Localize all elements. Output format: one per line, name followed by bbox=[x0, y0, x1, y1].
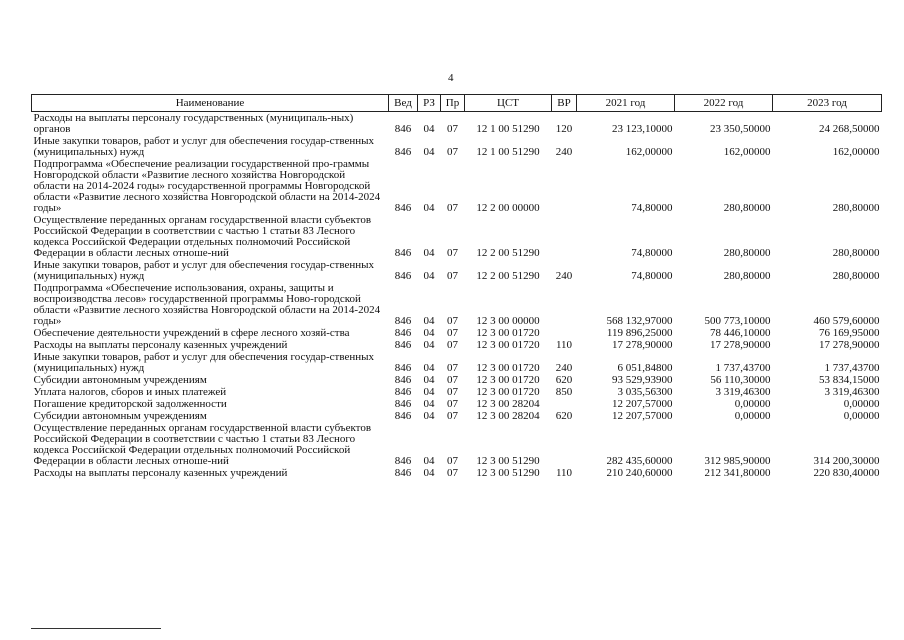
row-ved: 846 bbox=[394, 455, 412, 467]
row-cst: 12 2 00 51290 bbox=[476, 270, 540, 282]
row-value-2022: 1 737,43700 bbox=[715, 362, 771, 374]
row-rz: 04 bbox=[423, 123, 435, 135]
header-cst: ЦСТ bbox=[465, 95, 552, 112]
table-row bbox=[32, 410, 882, 422]
row-vr bbox=[552, 327, 577, 339]
row-ved: 846 bbox=[394, 398, 412, 410]
row-vr: 620 bbox=[555, 374, 573, 386]
row-ved: 846 bbox=[394, 123, 412, 135]
row-pr: 07 bbox=[447, 386, 458, 398]
row-value-2022: 500 773,10000 bbox=[704, 315, 771, 327]
row-value-2021: 568 132,97000 bbox=[606, 315, 673, 327]
table-row bbox=[32, 386, 882, 398]
row-value-2022: 212 341,80000 bbox=[704, 467, 771, 479]
row-cst: 12 3 00 28204 bbox=[476, 410, 540, 422]
row-name: Субсидии автономным учреждениям bbox=[33, 374, 207, 386]
row-name: Субсидии автономным учреждениям bbox=[33, 410, 207, 422]
row-cst: 12 3 00 01720 bbox=[476, 386, 540, 398]
row-vr bbox=[552, 214, 577, 259]
row-cst: 12 3 00 01720 bbox=[476, 339, 540, 351]
row-ved: 846 bbox=[394, 339, 412, 351]
row-rz: 04 bbox=[423, 270, 435, 282]
row-ved: 846 bbox=[394, 315, 412, 327]
row-rz: 04 bbox=[423, 467, 435, 479]
footer-divider bbox=[31, 628, 161, 629]
row-value-2021: 6 051,84800 bbox=[617, 362, 673, 374]
table-row bbox=[32, 259, 882, 282]
row-rz: 04 bbox=[423, 327, 435, 339]
row-vr: 110 bbox=[555, 339, 573, 351]
budget-table bbox=[31, 94, 882, 479]
row-pr: 07 bbox=[447, 202, 458, 214]
row-value-2021: 74,80000 bbox=[631, 270, 673, 282]
header-2022: 2022 год bbox=[675, 95, 773, 112]
table-row bbox=[32, 339, 882, 351]
row-value-2021: 12 207,57000 bbox=[612, 398, 673, 410]
row-rz: 04 bbox=[423, 455, 435, 467]
row-cst: 12 3 00 01720 bbox=[476, 327, 540, 339]
row-value-2022: 312 985,90000 bbox=[704, 455, 771, 467]
row-pr: 07 bbox=[447, 123, 458, 135]
row-rz: 04 bbox=[423, 146, 435, 158]
row-value-2023: 280,80000 bbox=[832, 202, 880, 214]
row-vr bbox=[552, 422, 577, 467]
row-ved: 846 bbox=[394, 270, 412, 282]
row-value-2021: 162,00000 bbox=[625, 146, 673, 158]
row-ved: 846 bbox=[394, 410, 412, 422]
row-value-2022: 0,00000 bbox=[734, 410, 771, 422]
row-rz: 04 bbox=[423, 315, 435, 327]
row-value-2021: 74,80000 bbox=[631, 247, 673, 259]
table-row bbox=[32, 467, 882, 479]
row-pr: 07 bbox=[447, 270, 458, 282]
row-value-2021: 17 278,90000 bbox=[612, 339, 673, 351]
row-rz: 04 bbox=[423, 339, 435, 351]
row-pr: 07 bbox=[447, 410, 458, 422]
row-vr: 620 bbox=[555, 410, 573, 422]
row-name: Подпрограмма «Обеспечение использования, охраны, защиты и воспроизводства лесов» государственной программы Ново-городской области «Развитие лесного хозяйства Новгородской области на 2014-2024 годы» bbox=[33, 282, 381, 327]
row-value-2021: 3 035,56300 bbox=[617, 386, 673, 398]
row-name: Иные закупки товаров, работ и услуг для обеспечения государ-ственных (муниципальных) нужд bbox=[33, 259, 375, 282]
row-name: Иные закупки товаров, работ и услуг для обеспечения государ-ственных (муниципальных) нужд bbox=[33, 135, 375, 158]
row-name: Подпрограмма «Обеспечение реализации государственной про-граммы Новгородской области «Развитие лесного хозяйства Новгородской области на 2014-2024 годы» государственной программы Новгородской области «Развитие лесного хозяйства Новгородской области на 2014-2024 годы» bbox=[33, 158, 381, 214]
row-rz: 04 bbox=[423, 247, 435, 259]
header-ved: Вед bbox=[389, 95, 418, 112]
row-pr: 07 bbox=[447, 374, 458, 386]
table-row bbox=[32, 422, 882, 467]
row-value-2023: 0,00000 bbox=[843, 398, 880, 410]
row-value-2023: 1 737,43700 bbox=[824, 362, 880, 374]
row-vr: 240 bbox=[555, 270, 573, 282]
row-pr: 07 bbox=[447, 146, 458, 158]
row-name: Осуществление переданных органам государственной власти субъектов Российской Федерации в соответствии с частью 1 статьи 83 Лесного кодекса Российской Федерации отдельных полномочий Российской Федерации в области лесных отноше-ний bbox=[33, 422, 372, 467]
row-value-2022: 280,80000 bbox=[723, 202, 771, 214]
row-value-2021: 74,80000 bbox=[631, 202, 673, 214]
row-value-2021: 23 123,10000 bbox=[612, 123, 673, 135]
row-value-2023: 280,80000 bbox=[832, 247, 880, 259]
row-cst: 12 1 00 51290 bbox=[476, 123, 540, 135]
row-value-2022: 280,80000 bbox=[723, 247, 771, 259]
row-ved: 846 bbox=[394, 247, 412, 259]
row-cst: 12 1 00 51290 bbox=[476, 146, 540, 158]
row-cst: 12 3 00 01720 bbox=[476, 362, 540, 374]
row-value-2022: 56 110,30000 bbox=[710, 374, 771, 386]
row-value-2021: 282 435,60000 bbox=[606, 455, 673, 467]
row-ved: 846 bbox=[394, 374, 412, 386]
row-value-2023: 460 579,60000 bbox=[813, 315, 880, 327]
row-name: Погашение кредиторской задолженности bbox=[33, 398, 227, 410]
row-name: Расходы на выплаты персоналу казенных учреждений bbox=[33, 467, 288, 479]
row-name: Обеспечение деятельности учреждений в сфере лесного хозяй-ства bbox=[33, 327, 350, 339]
row-cst: 12 2 00 51290 bbox=[476, 247, 540, 259]
row-rz: 04 bbox=[423, 410, 435, 422]
table-row bbox=[32, 327, 882, 339]
table-row bbox=[32, 214, 882, 259]
header-vr: ВР bbox=[552, 95, 577, 112]
row-value-2022: 162,00000 bbox=[723, 146, 771, 158]
row-cst: 12 3 00 51290 bbox=[476, 455, 540, 467]
row-value-2023: 220 830,40000 bbox=[813, 467, 880, 479]
row-value-2023: 17 278,90000 bbox=[819, 339, 880, 351]
row-rz: 04 bbox=[423, 374, 435, 386]
row-value-2021: 93 529,93900 bbox=[612, 374, 673, 386]
table-row bbox=[32, 135, 882, 158]
row-vr bbox=[552, 158, 577, 214]
row-ved: 846 bbox=[394, 467, 412, 479]
row-cst: 12 2 00 00000 bbox=[476, 202, 540, 214]
row-value-2023: 3 319,46300 bbox=[824, 386, 880, 398]
row-vr bbox=[552, 398, 577, 410]
row-pr: 07 bbox=[447, 247, 458, 259]
page-number: 4 bbox=[448, 72, 454, 84]
row-ved: 846 bbox=[394, 202, 412, 214]
row-value-2023: 24 268,50000 bbox=[819, 123, 880, 135]
row-value-2023: 280,80000 bbox=[832, 270, 880, 282]
row-pr: 07 bbox=[447, 339, 458, 351]
row-value-2023: 0,00000 bbox=[843, 410, 880, 422]
row-pr: 07 bbox=[447, 327, 458, 339]
row-pr: 07 bbox=[447, 315, 458, 327]
table-row bbox=[32, 112, 882, 136]
row-rz: 04 bbox=[423, 362, 435, 374]
row-ved: 846 bbox=[394, 327, 412, 339]
header-2023: 2023 год bbox=[773, 95, 882, 112]
row-ved: 846 bbox=[394, 146, 412, 158]
table-row bbox=[32, 398, 882, 410]
header-rz: РЗ bbox=[418, 95, 441, 112]
row-name: Расходы на выплаты персоналу государственных (муниципаль-ных) органов bbox=[33, 112, 354, 135]
row-value-2023: 162,00000 bbox=[832, 146, 880, 158]
table-header-row bbox=[32, 95, 882, 112]
row-pr: 07 bbox=[447, 398, 458, 410]
row-rz: 04 bbox=[423, 398, 435, 410]
row-value-2022: 280,80000 bbox=[723, 270, 771, 282]
row-value-2021: 119 896,25000 bbox=[606, 327, 673, 339]
row-pr: 07 bbox=[447, 467, 458, 479]
row-vr: 240 bbox=[555, 146, 573, 158]
header-pr: Пр bbox=[441, 95, 465, 112]
row-name: Расходы на выплаты персоналу казенных учреждений bbox=[33, 339, 288, 351]
row-cst: 12 3 00 28204 bbox=[476, 398, 540, 410]
row-value-2023: 314 200,30000 bbox=[813, 455, 880, 467]
row-value-2021: 12 207,57000 bbox=[612, 410, 673, 422]
row-name: Уплата налогов, сборов и иных платежей bbox=[33, 386, 227, 398]
row-rz: 04 bbox=[423, 202, 435, 214]
row-ved: 846 bbox=[394, 362, 412, 374]
row-value-2022: 78 446,10000 bbox=[710, 327, 771, 339]
row-vr: 110 bbox=[555, 467, 573, 479]
row-vr bbox=[552, 282, 577, 327]
table-row bbox=[32, 158, 882, 214]
row-name: Осуществление переданных органам государственной власти субъектов Российской Федерации в соответствии с частью 1 статьи 83 Лесного кодекса Российской Федерации отдельных полномочий Российской Федерации в области лесных отноше-ний bbox=[33, 214, 372, 259]
row-vr: 120 bbox=[555, 123, 573, 135]
row-pr: 07 bbox=[447, 362, 458, 374]
header-2021: 2021 год bbox=[577, 95, 675, 112]
row-value-2023: 76 169,95000 bbox=[819, 327, 880, 339]
row-cst: 12 3 00 00000 bbox=[476, 315, 540, 327]
table-row bbox=[32, 374, 882, 386]
row-vr: 240 bbox=[555, 362, 573, 374]
row-cst: 12 3 00 01720 bbox=[476, 374, 540, 386]
row-ved: 846 bbox=[394, 386, 412, 398]
row-value-2022: 17 278,90000 bbox=[710, 339, 771, 351]
row-value-2021: 210 240,60000 bbox=[606, 467, 673, 479]
row-rz: 04 bbox=[423, 386, 435, 398]
row-pr: 07 bbox=[447, 455, 458, 467]
row-value-2022: 3 319,46300 bbox=[715, 386, 771, 398]
row-cst: 12 3 00 51290 bbox=[476, 467, 540, 479]
row-value-2022: 23 350,50000 bbox=[710, 123, 771, 135]
header-name: Наименование bbox=[32, 95, 389, 112]
row-name: Иные закупки товаров, работ и услуг для обеспечения государ-ственных (муниципальных) нужд bbox=[33, 351, 375, 374]
row-value-2023: 53 834,15000 bbox=[819, 374, 880, 386]
row-vr: 850 bbox=[555, 386, 573, 398]
table-row bbox=[32, 282, 882, 327]
table-row bbox=[32, 351, 882, 374]
row-value-2022: 0,00000 bbox=[734, 398, 771, 410]
